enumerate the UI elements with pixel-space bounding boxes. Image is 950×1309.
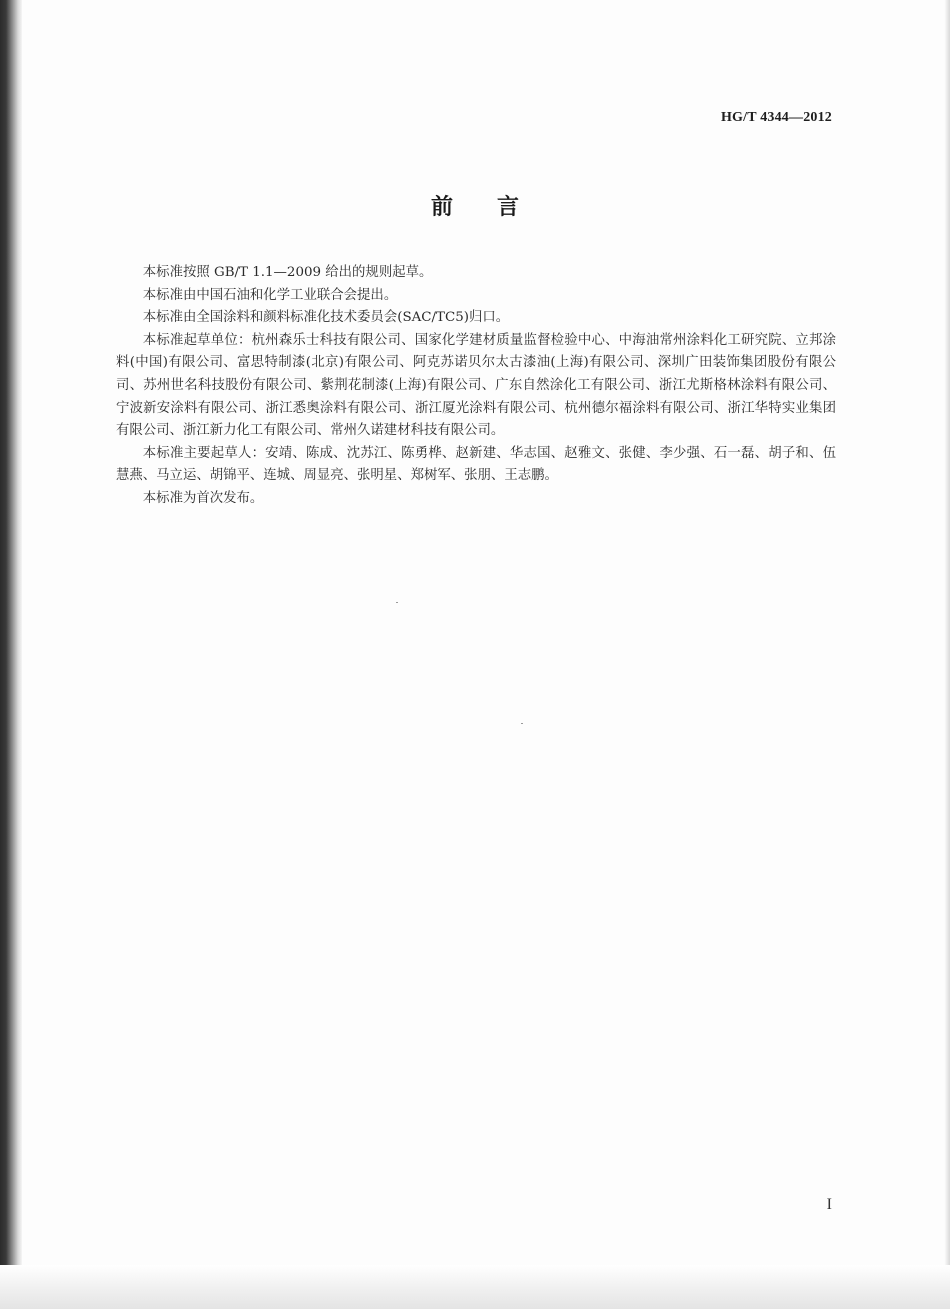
paragraph-proposer: 本标准由中国石油和化学工业联合会提出。 [142, 287, 398, 303]
preface-body [116, 262, 836, 511]
paragraph-first-release: 本标准为首次发布。 [142, 490, 264, 506]
scan-speck [396, 602, 398, 603]
paragraph-technical-committee: 本标准由全国涂料和颜料标准化技术委员会(SAC/TC5)归口。 [142, 310, 510, 326]
scan-speck [521, 723, 523, 724]
paragraph-drafters: 本标准主要起草人：安靖、陈成、沈苏江、陈勇桦、赵新建、华志国、赵雅文、张健、李少强、石一磊、胡子和、伍慧燕、马立运、胡锦平、连城、周显亮、张明星、郑树军、张朋、王志鹏。 [116, 445, 836, 484]
scan-bottom-edge [0, 1265, 950, 1309]
standard-code: HG/T 4344—2012 [720, 110, 832, 125]
page-number: I [826, 1196, 832, 1213]
paragraph-drafting-organizations: 本标准起草单位：杭州森乐士科技有限公司、国家化学建材质量监督检验中心、中海油常州涂料化工研究院、立邦涂料(中国)有限公司、富思特制漆(北京)有限公司、阿克苏诺贝尔太古漆油(上海)有限公司、深圳广田装饰集团股份有限公司、苏州世名科技股份有限公司、紫荆花制漆(上海)有限公司、广东自然涂化工有限公司、浙江尤斯格林涂料有限公司、宁波新安涂料有限公司、浙江悉奥涂料有限公司、浙江厦光涂料有限公司、杭州德尔福涂料有限公司、浙江华特实业集团有限公司、浙江新力化工有限公司、常州久诺建材科技有限公司。 [116, 332, 836, 439]
paragraph-drafting-rules: 本标准按照 GB/T 1.1—2009 给出的规则起草。 [142, 265, 433, 280]
page-heading: 前言 [430, 195, 563, 220]
